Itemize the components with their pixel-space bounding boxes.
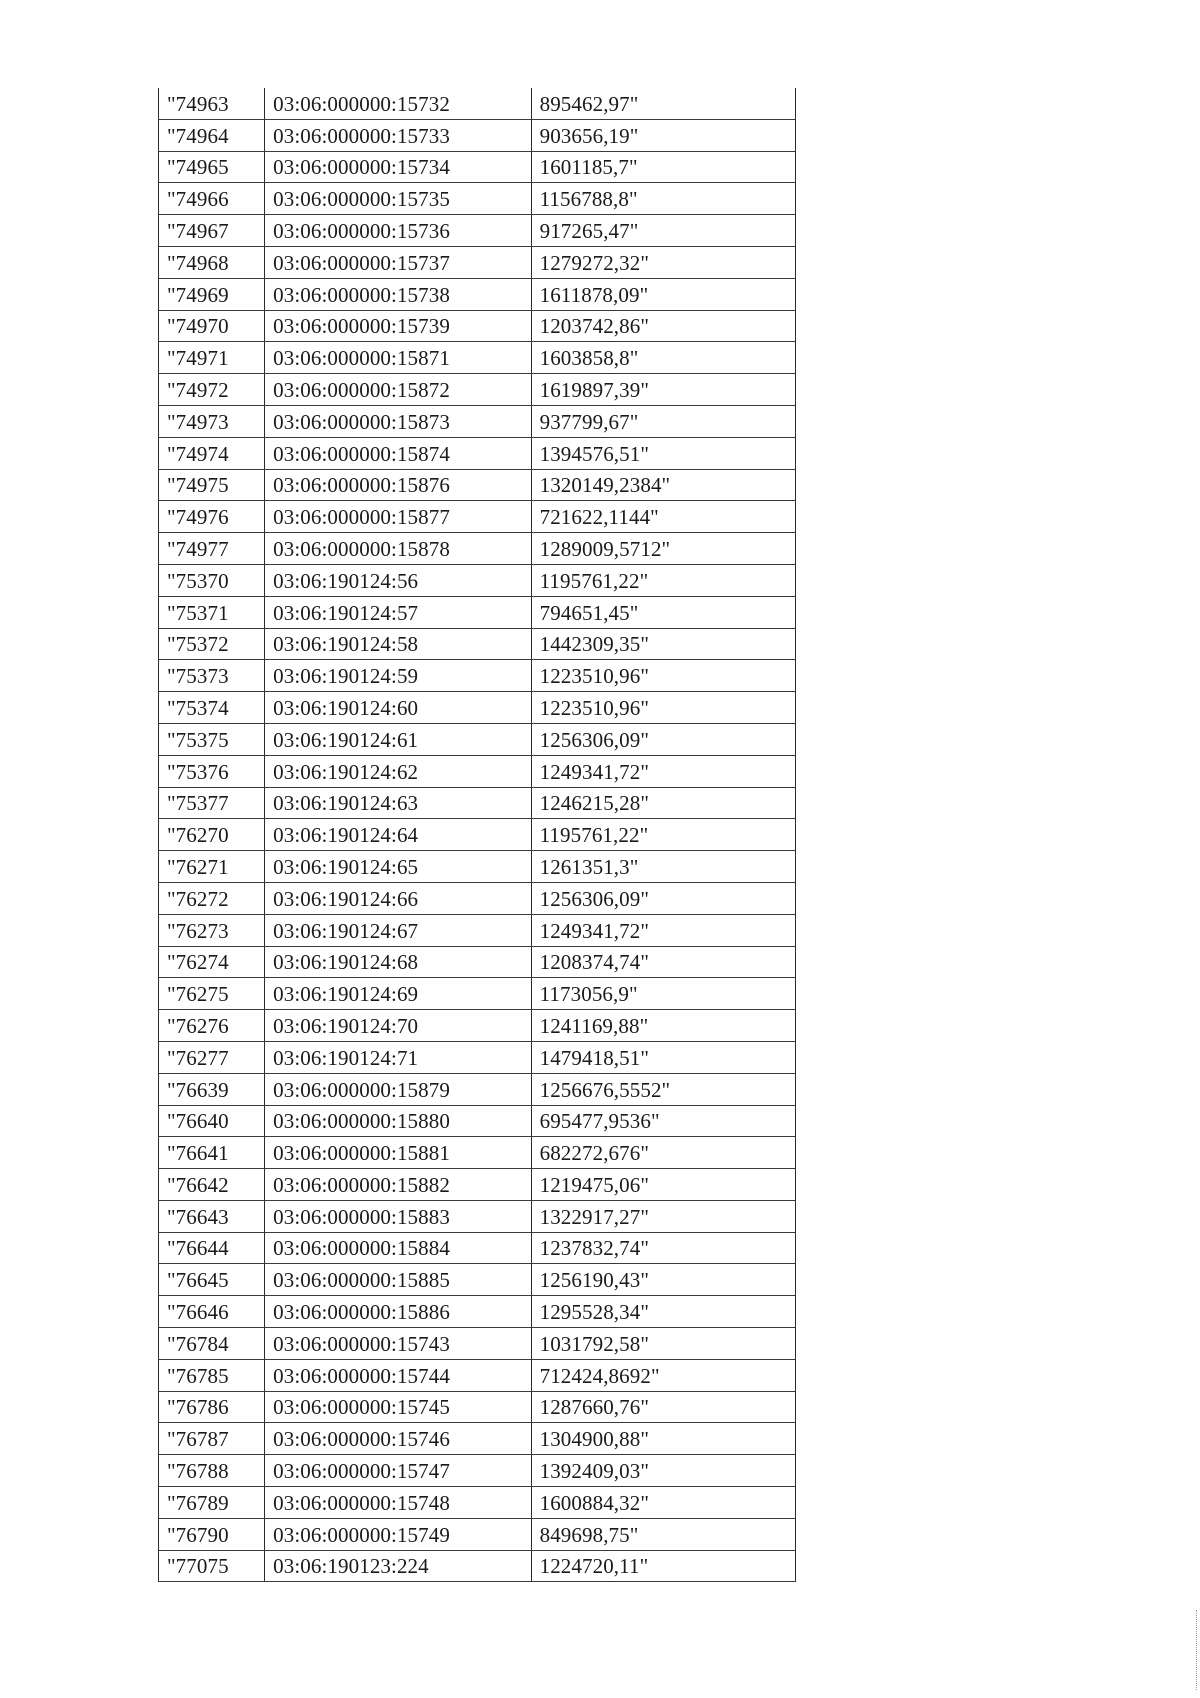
- cadastral-number-cell: 03:06:000000:15873: [265, 405, 531, 437]
- row-number-cell: "74971: [159, 342, 265, 374]
- value-cell: 849698,75": [531, 1518, 795, 1550]
- value-cell: 695477,9536": [531, 1105, 795, 1137]
- cadastral-number-cell: 03:06:000000:15738: [265, 278, 531, 310]
- cadastral-number-cell: 03:06:000000:15733: [265, 119, 531, 151]
- table-row: [159, 151, 796, 183]
- value-cell: 1394576,51": [531, 437, 795, 469]
- value-cell: 1256306,09": [531, 723, 795, 755]
- value-cell: 1392409,03": [531, 1455, 795, 1487]
- table-row: [159, 755, 796, 787]
- table-row: [159, 469, 796, 501]
- table-row: [159, 1073, 796, 1105]
- row-number-cell: "76639: [159, 1073, 265, 1105]
- cadastral-number-cell: 03:06:000000:15886: [265, 1296, 531, 1328]
- table-row: [159, 437, 796, 469]
- cadastral-number-cell: 03:06:190124:69: [265, 978, 531, 1010]
- table-row: [159, 596, 796, 628]
- value-cell: 1241169,88": [531, 1010, 795, 1042]
- row-number-cell: "76784: [159, 1328, 265, 1360]
- table-row: [159, 1391, 796, 1423]
- value-cell: 1279272,32": [531, 246, 795, 278]
- cadastral-number-cell: 03:06:190123:224: [265, 1550, 531, 1582]
- table-row: [159, 1105, 796, 1137]
- value-cell: 1031792,58": [531, 1328, 795, 1360]
- value-cell: 937799,67": [531, 405, 795, 437]
- cadastral-number-cell: 03:06:190124:60: [265, 692, 531, 724]
- value-cell: 1287660,76": [531, 1391, 795, 1423]
- value-cell: 1304900,88": [531, 1423, 795, 1455]
- row-number-cell: "76788: [159, 1455, 265, 1487]
- table-row: [159, 119, 796, 151]
- value-cell: 1603858,8": [531, 342, 795, 374]
- row-number-cell: "76642: [159, 1169, 265, 1201]
- cadastral-number-cell: 03:06:190124:58: [265, 628, 531, 660]
- cadastral-number-cell: 03:06:190124:59: [265, 660, 531, 692]
- row-number-cell: "74972: [159, 374, 265, 406]
- row-number-cell: "76270: [159, 819, 265, 851]
- table-row: [159, 88, 796, 119]
- table-row: [159, 215, 796, 247]
- table-row: [159, 723, 796, 755]
- value-cell: 1173056,9": [531, 978, 795, 1010]
- row-number-cell: "76789: [159, 1487, 265, 1519]
- table-row: [159, 501, 796, 533]
- table-row: [159, 851, 796, 883]
- row-number-cell: "75373: [159, 660, 265, 692]
- row-number-cell: "75377: [159, 787, 265, 819]
- row-number-cell: "74968: [159, 246, 265, 278]
- row-number-cell: "75374: [159, 692, 265, 724]
- cadastral-number-cell: 03:06:000000:15739: [265, 310, 531, 342]
- value-cell: 1249341,72": [531, 914, 795, 946]
- cadastral-number-cell: 03:06:000000:15732: [265, 88, 531, 119]
- table-row: [159, 1137, 796, 1169]
- table-row: [159, 1010, 796, 1042]
- cadastral-number-cell: 03:06:190124:64: [265, 819, 531, 851]
- value-cell: 903656,19": [531, 119, 795, 151]
- table-row: [159, 564, 796, 596]
- value-cell: 682272,676": [531, 1137, 795, 1169]
- row-number-cell: "74964: [159, 119, 265, 151]
- value-cell: 1224720,11": [531, 1550, 795, 1582]
- row-number-cell: "76273: [159, 914, 265, 946]
- cadastral-number-cell: 03:06:190124:70: [265, 1010, 531, 1042]
- cadastral-number-cell: 03:06:000000:15879: [265, 1073, 531, 1105]
- cadastral-number-cell: 03:06:000000:15882: [265, 1169, 531, 1201]
- table-row: [159, 278, 796, 310]
- table-row: [159, 1296, 796, 1328]
- table-row: [159, 914, 796, 946]
- value-cell: 1203742,86": [531, 310, 795, 342]
- value-cell: 1479418,51": [531, 1041, 795, 1073]
- value-cell: 1619897,39": [531, 374, 795, 406]
- row-number-cell: "75376: [159, 755, 265, 787]
- cadastral-number-cell: 03:06:000000:15881: [265, 1137, 531, 1169]
- cadastral-number-cell: 03:06:000000:15749: [265, 1518, 531, 1550]
- row-number-cell: "74969: [159, 278, 265, 310]
- row-number-cell: "75371: [159, 596, 265, 628]
- row-number-cell: "76787: [159, 1423, 265, 1455]
- row-number-cell: "76641: [159, 1137, 265, 1169]
- value-cell: 1295528,34": [531, 1296, 795, 1328]
- cadastral-number-cell: 03:06:190124:67: [265, 914, 531, 946]
- row-number-cell: "74975: [159, 469, 265, 501]
- value-cell: 1320149,2384": [531, 469, 795, 501]
- value-cell: 1601185,7": [531, 151, 795, 183]
- row-number-cell: "74973: [159, 405, 265, 437]
- row-number-cell: "74977: [159, 533, 265, 565]
- value-cell: 1261351,3": [531, 851, 795, 883]
- value-cell: 1237832,74": [531, 1232, 795, 1264]
- row-number-cell: "75372: [159, 628, 265, 660]
- row-number-cell: "74966: [159, 183, 265, 215]
- table-row: [159, 1423, 796, 1455]
- row-number-cell: "74965: [159, 151, 265, 183]
- row-number-cell: "76272: [159, 882, 265, 914]
- row-number-cell: "77075: [159, 1550, 265, 1582]
- value-cell: 895462,97": [531, 88, 795, 119]
- table-row: [159, 1041, 796, 1073]
- table-row: [159, 246, 796, 278]
- cadastral-number-cell: 03:06:000000:15744: [265, 1359, 531, 1391]
- value-cell: 1256306,09": [531, 882, 795, 914]
- table-row: [159, 183, 796, 215]
- row-number-cell: "74963: [159, 88, 265, 119]
- cadastral-number-cell: 03:06:190124:57: [265, 596, 531, 628]
- table-row: [159, 1169, 796, 1201]
- row-number-cell: "76785: [159, 1359, 265, 1391]
- value-cell: 1289009,5712": [531, 533, 795, 565]
- table-row: [159, 1359, 796, 1391]
- cadastral-number-cell: 03:06:000000:15734: [265, 151, 531, 183]
- cadastral-number-cell: 03:06:000000:15876: [265, 469, 531, 501]
- value-cell: 917265,47": [531, 215, 795, 247]
- table-row: [159, 342, 796, 374]
- table-row: [159, 374, 796, 406]
- table-row: [159, 1232, 796, 1264]
- row-number-cell: "76645: [159, 1264, 265, 1296]
- value-cell: 1322917,27": [531, 1200, 795, 1232]
- cadastral-number-cell: 03:06:000000:15877: [265, 501, 531, 533]
- value-cell: 1195761,22": [531, 819, 795, 851]
- row-number-cell: "75375: [159, 723, 265, 755]
- table-row: [159, 819, 796, 851]
- cadastral-number-cell: 03:06:000000:15871: [265, 342, 531, 374]
- value-cell: 1256190,43": [531, 1264, 795, 1296]
- value-cell: 1208374,74": [531, 946, 795, 978]
- cadastral-number-cell: 03:06:190124:66: [265, 882, 531, 914]
- table-row: [159, 978, 796, 1010]
- cadastral-number-cell: 03:06:000000:15885: [265, 1264, 531, 1296]
- row-number-cell: "76271: [159, 851, 265, 883]
- table-row: [159, 882, 796, 914]
- value-cell: 1256676,5552": [531, 1073, 795, 1105]
- cadastral-number-cell: 03:06:000000:15735: [265, 183, 531, 215]
- row-number-cell: "76646: [159, 1296, 265, 1328]
- cadastral-number-cell: 03:06:190124:71: [265, 1041, 531, 1073]
- value-cell: 1195761,22": [531, 564, 795, 596]
- cadastral-number-cell: 03:06:000000:15884: [265, 1232, 531, 1264]
- row-number-cell: "76643: [159, 1200, 265, 1232]
- value-cell: 721622,1144": [531, 501, 795, 533]
- table-row: [159, 787, 796, 819]
- value-cell: 794651,45": [531, 596, 795, 628]
- row-number-cell: "76276: [159, 1010, 265, 1042]
- table-row: [159, 660, 796, 692]
- cadastral-number-cell: 03:06:000000:15745: [265, 1391, 531, 1423]
- cadastral-number-cell: 03:06:190124:62: [265, 755, 531, 787]
- row-number-cell: "76275: [159, 978, 265, 1010]
- cadastral-number-cell: 03:06:000000:15743: [265, 1328, 531, 1360]
- value-cell: 1223510,96": [531, 660, 795, 692]
- value-cell: 1246215,28": [531, 787, 795, 819]
- table-row: [159, 1264, 796, 1296]
- scan-edge-mark: [1196, 1610, 1198, 1690]
- value-cell: 1219475,06": [531, 1169, 795, 1201]
- table-body: [159, 88, 796, 1582]
- cadastral-number-cell: 03:06:000000:15748: [265, 1487, 531, 1519]
- cadastral-number-cell: 03:06:000000:15737: [265, 246, 531, 278]
- row-number-cell: "74967: [159, 215, 265, 247]
- table-row: [159, 310, 796, 342]
- value-cell: 712424,8692": [531, 1359, 795, 1391]
- row-number-cell: "75370: [159, 564, 265, 596]
- table-row: [159, 1200, 796, 1232]
- table-row: [159, 1487, 796, 1519]
- value-cell: 1611878,09": [531, 278, 795, 310]
- cadastral-value-table: [158, 88, 796, 1582]
- cadastral-number-cell: 03:06:000000:15872: [265, 374, 531, 406]
- cadastral-number-cell: 03:06:190124:56: [265, 564, 531, 596]
- row-number-cell: "76790: [159, 1518, 265, 1550]
- row-number-cell: "76786: [159, 1391, 265, 1423]
- row-number-cell: "74976: [159, 501, 265, 533]
- value-cell: 1223510,96": [531, 692, 795, 724]
- table-row: [159, 405, 796, 437]
- cadastral-number-cell: 03:06:190124:61: [265, 723, 531, 755]
- cadastral-number-cell: 03:06:190124:65: [265, 851, 531, 883]
- table-row: [159, 533, 796, 565]
- value-cell: 1249341,72": [531, 755, 795, 787]
- row-number-cell: "74974: [159, 437, 265, 469]
- cadastral-number-cell: 03:06:000000:15874: [265, 437, 531, 469]
- table-row: [159, 1328, 796, 1360]
- value-cell: 1442309,35": [531, 628, 795, 660]
- cadastral-number-cell: 03:06:000000:15747: [265, 1455, 531, 1487]
- row-number-cell: "76640: [159, 1105, 265, 1137]
- cadastral-number-cell: 03:06:000000:15878: [265, 533, 531, 565]
- value-cell: 1156788,8": [531, 183, 795, 215]
- row-number-cell: "76644: [159, 1232, 265, 1264]
- table-row: [159, 1518, 796, 1550]
- table-row: [159, 628, 796, 660]
- cadastral-number-cell: 03:06:190124:68: [265, 946, 531, 978]
- cadastral-number-cell: 03:06:190124:63: [265, 787, 531, 819]
- row-number-cell: "74970: [159, 310, 265, 342]
- table-row: [159, 1455, 796, 1487]
- cadastral-number-cell: 03:06:000000:15883: [265, 1200, 531, 1232]
- cadastral-number-cell: 03:06:000000:15736: [265, 215, 531, 247]
- cadastral-number-cell: 03:06:000000:15880: [265, 1105, 531, 1137]
- row-number-cell: "76277: [159, 1041, 265, 1073]
- value-cell: 1600884,32": [531, 1487, 795, 1519]
- table-row: [159, 946, 796, 978]
- cadastral-number-cell: 03:06:000000:15746: [265, 1423, 531, 1455]
- table-row: [159, 692, 796, 724]
- table-row: [159, 1550, 796, 1582]
- row-number-cell: "76274: [159, 946, 265, 978]
